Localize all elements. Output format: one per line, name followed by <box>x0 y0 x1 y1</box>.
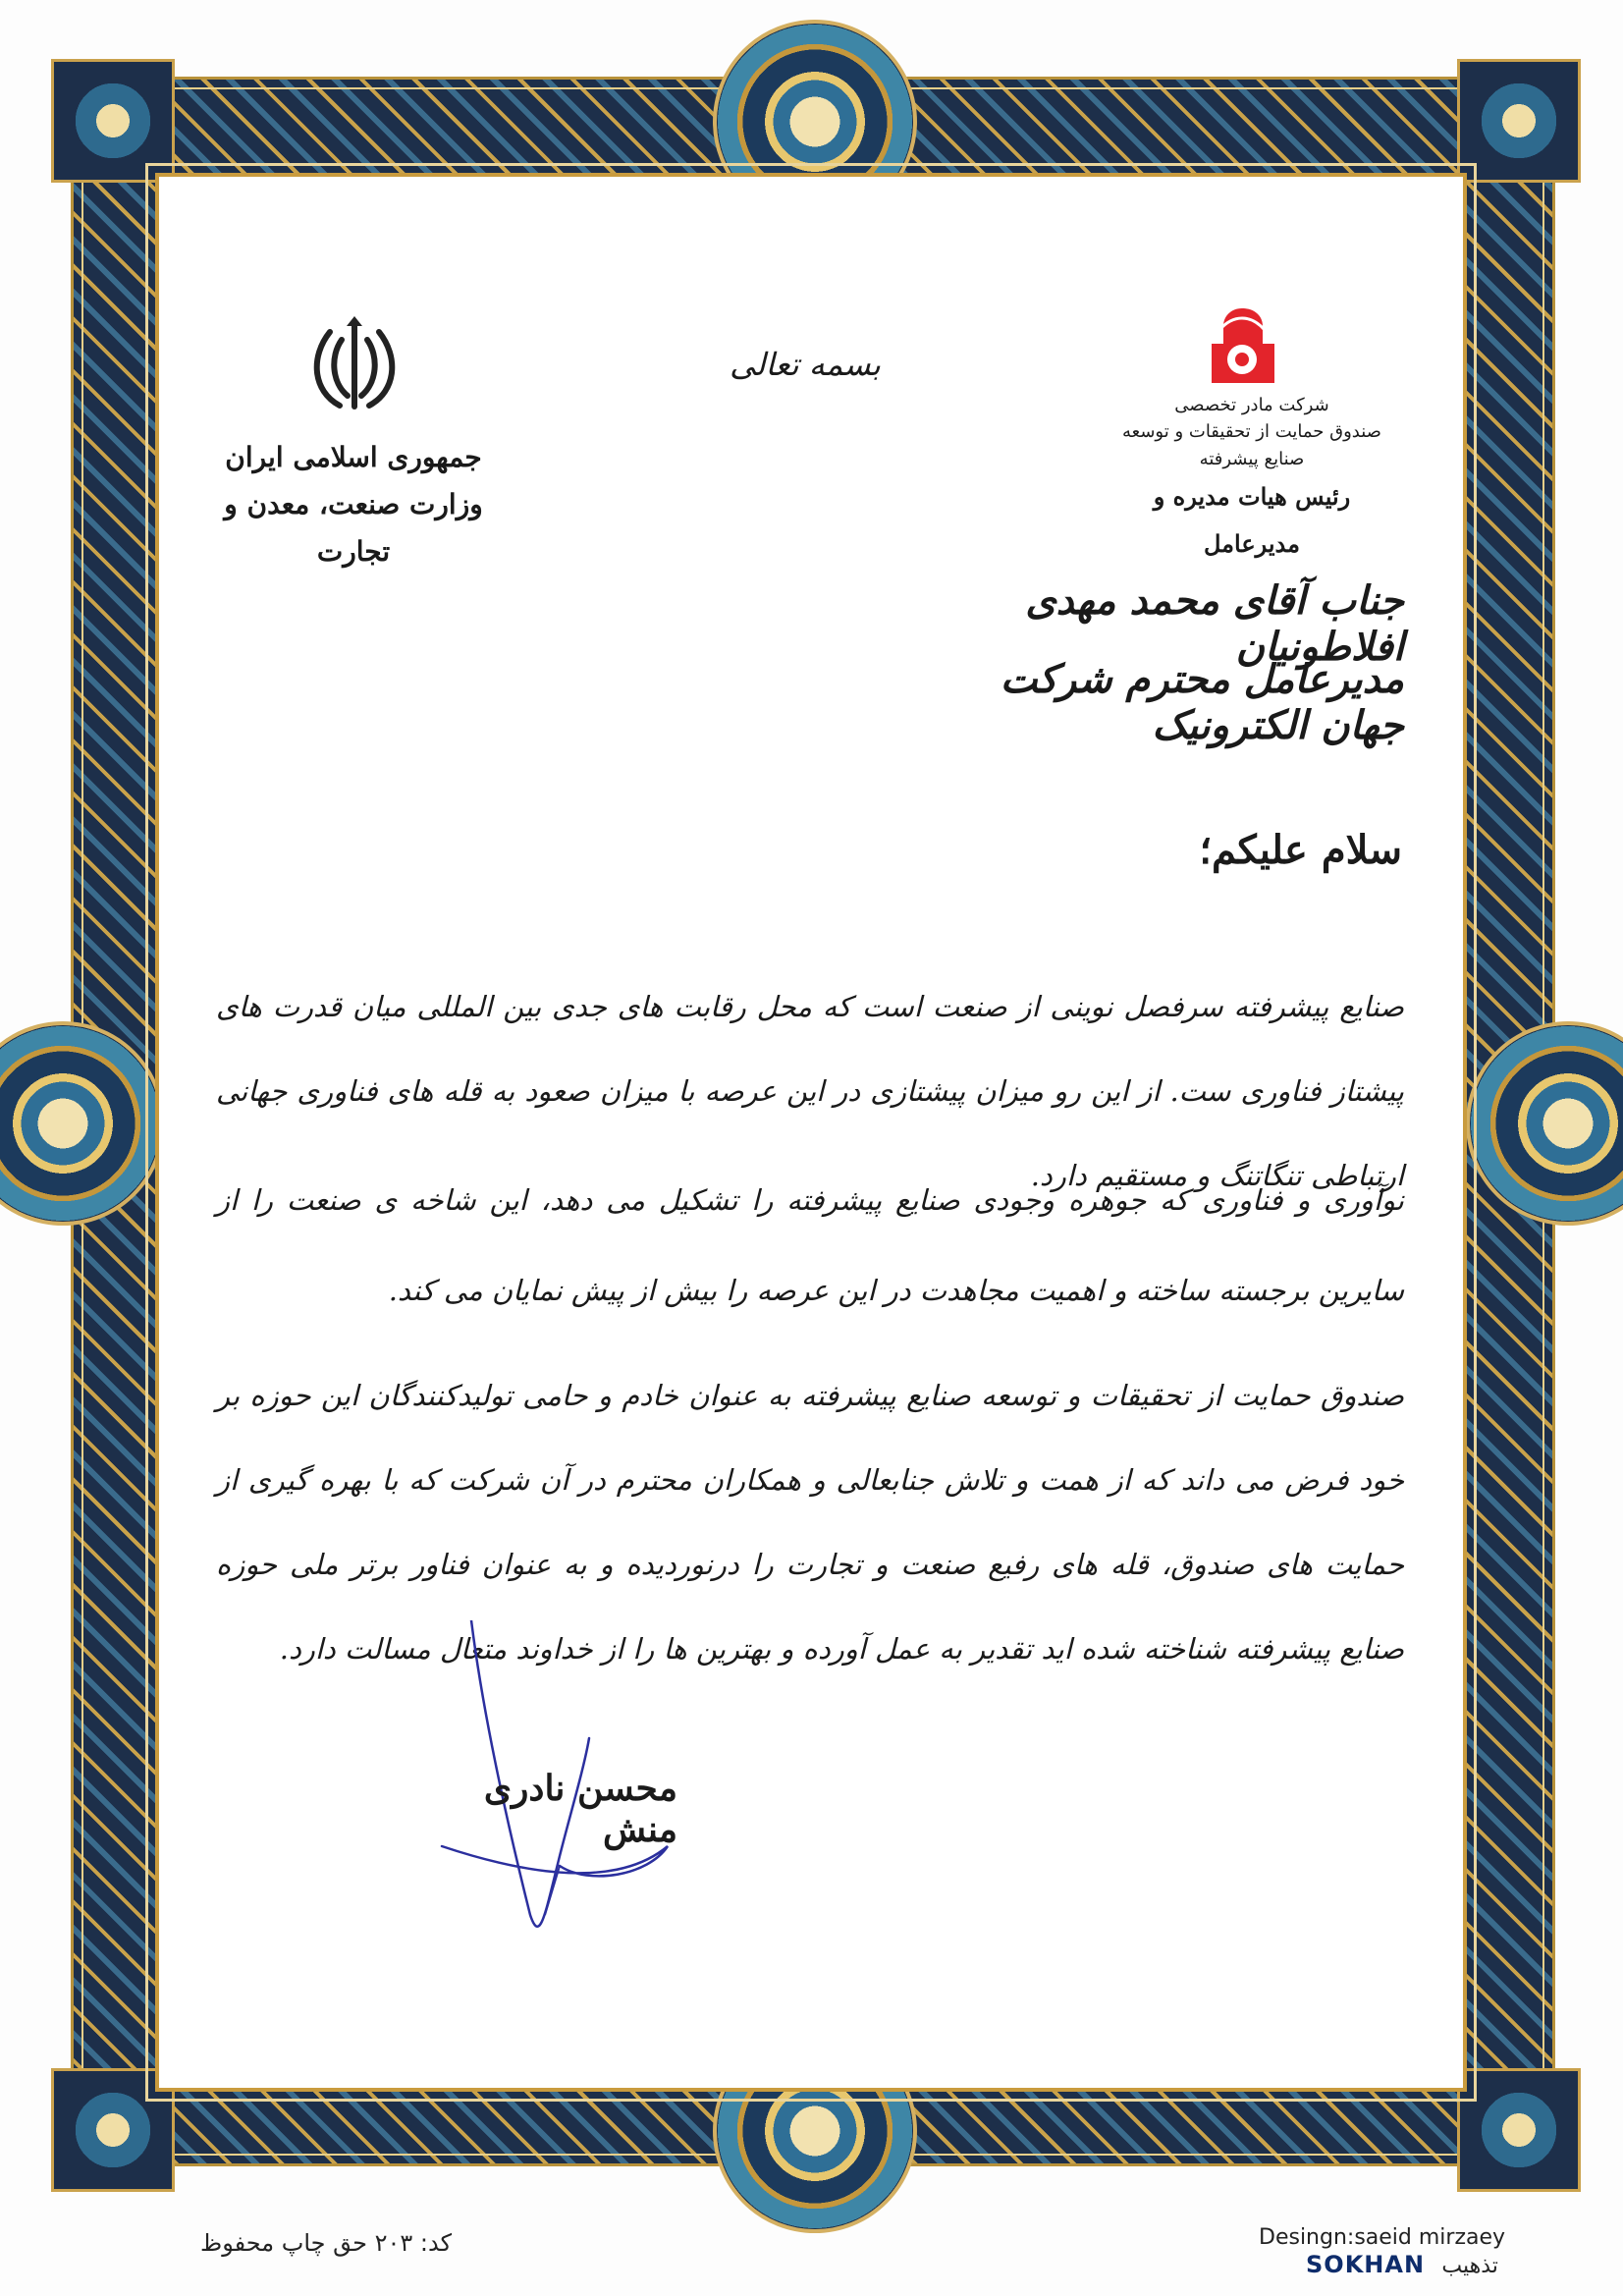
ministry-name: وزارت صنعت، معدن و تجارت <box>224 488 483 568</box>
addressee-name: جناب آقای محمد مهدی افلاطونیان <box>1025 577 1404 670</box>
addressee-title: مدیرعامل محترم شرکت جهان الکترونیک <box>1000 656 1404 748</box>
organization-type: شرکت مادر تخصصی <box>1174 395 1329 415</box>
body-paragraph-2: نوآوری و فناوری که جوهره وجودی صنایع پیشرفته را تشکیل می دهد، این شاخه ی صنعت را از سایرین برجسته ساخته و اهمیت مجاهدت در این عرصه را بیش از پیش نمایان می کند. <box>216 1183 1404 1307</box>
government-name: جمهوری اسلامی ایران <box>225 441 482 473</box>
organization-logo-icon <box>1204 304 1280 389</box>
iran-emblem-icon <box>300 312 408 420</box>
footer-design-credit: Desingn:saeid mirzaey <box>1259 2225 1506 2250</box>
government-header <box>216 434 491 575</box>
sender-title: رئیس هیات مدیره و مدیرعامل <box>1153 482 1351 558</box>
bismillah: بسمه تعالی <box>730 346 881 383</box>
greeting: سلام علیکم؛ <box>1199 827 1402 873</box>
footer-brand <box>1306 2251 1571 2278</box>
organization-header <box>1109 393 1394 568</box>
footer-code: کد: ۲۰۳ حق چاپ محفوظ <box>200 2229 452 2257</box>
body-paragraph-3: صندوق حمایت از تحقیقات و توسعه صنایع پیشرفته به عنوان خادم و حامی تولیدکنندگان این حوزه بر خود فرض می داند که از همت و تلاش جنابعالی و همکاران محترم در آن شرکت که با بهره گیری از حمایت های صندوق، قله های رفیع صنعت و تجارت را درنوردیده و به عنوان فناور برتر ملی حوزه صنایع پیشرفته شناخته شده اید تقدیر به عمل آورده و بهترین ها را از خداوند متعال مسالت دارد. <box>216 1379 1404 1666</box>
signatory-name: محسن نادری منش <box>483 1768 677 1850</box>
organization-name: صندوق حمایت از تحقیقات و توسعه صنایع پیشرفته <box>1122 421 1381 469</box>
body-paragraph-1: صنایع پیشرفته سرفصل نوینی از صنعت است که محل رقابت های جدی بین المللی میان قدرت های پیشتاز فناوری ست. از این رو میزان پیشتازی در این عرصه با میزان صعود به قله های فناوری جهانی ارتباطی تنگاتنگ و مستقیم دارد. <box>216 990 1404 1192</box>
footer-brand-suffix: تذهیب <box>1441 2254 1498 2278</box>
footer-brand-name: SOKHAN <box>1306 2251 1426 2278</box>
